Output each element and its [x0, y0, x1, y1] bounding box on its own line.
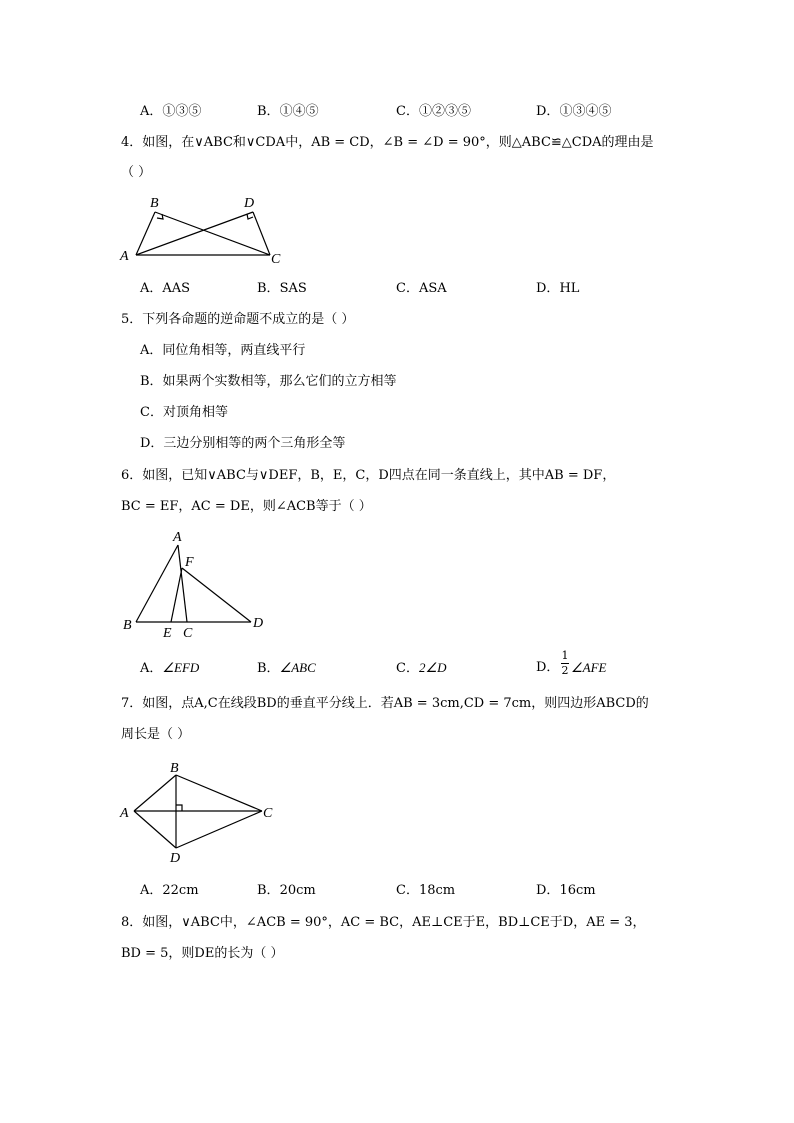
q7-segment-da	[134, 811, 176, 848]
q5-option-d: D．三边分别相等的两个三角形全等	[140, 436, 346, 451]
q5-option-b: B．如果两个实数相等，那么它们的立方相等	[140, 374, 397, 389]
q6-option-d: D．	[536, 660, 560, 675]
q4-option-c: C．ASA	[396, 281, 447, 296]
q7-option-d: D．16cm	[536, 883, 596, 898]
q6-label-f: F	[185, 555, 194, 570]
q6-label-a: A	[173, 530, 182, 545]
q5-stem: 5．下列各命题的逆命题不成立的是（ ）	[121, 312, 355, 327]
q5-option-a: A．同位角相等，两直线平行	[140, 343, 306, 358]
q6-option-d-text: ∠AFE	[571, 660, 607, 675]
q6-stem-line2: BC = EF，AC = DE，则∠ACB等于（ ）	[121, 499, 372, 514]
q4-option-d: D．HL	[536, 281, 580, 296]
q4-option-a: A．AAS	[140, 281, 191, 296]
q6-option-b: B．∠ABC	[257, 660, 316, 676]
q4-stem-line1: 4．如图，在∨ABC和∨CDA中，AB = CD，∠B = ∠D = 90°，则△ABC≌△CDA的理由是	[121, 135, 654, 150]
q7-segment-cd	[176, 811, 262, 848]
q7-segment-ab	[134, 775, 176, 811]
q6-label-e: E	[163, 626, 172, 641]
q6-label-c: C	[183, 626, 193, 641]
q4-label-b: B	[150, 196, 159, 211]
q7-label-d: D	[170, 851, 181, 866]
q6-option-c: C．2∠D	[396, 660, 447, 676]
q7-option-c: C．18cm	[396, 883, 456, 898]
q6-option-a: A．∠EFD	[140, 660, 200, 676]
q7-right-angle	[176, 805, 182, 811]
q7-option-a: A．22cm	[140, 883, 199, 898]
q3-option-a: A．①③⑤	[140, 104, 202, 119]
q3-option-b: B．①④⑤	[257, 104, 319, 119]
q4-label-a: A	[120, 249, 129, 264]
q7-label-c: C	[263, 806, 273, 821]
q7-option-b: B．20cm	[257, 883, 316, 898]
q8-stem-line1: 8．如图，∨ABC中，∠ACB = 90°，AC = BC，AE⊥CE于E，BD⊥CE于D，AE = 3，	[121, 915, 646, 930]
q6-stem-line1: 6．如图，已知∨ABC与∨DEF，B，E，C，D四点在同一条直线上，其中AB = DF，	[121, 468, 616, 483]
q4-stem-line2: （ ）	[121, 165, 152, 180]
q4-option-b: B．SAS	[257, 281, 307, 296]
q3-option-d: D．①③④⑤	[536, 104, 612, 119]
q6-label-b: B	[123, 618, 132, 633]
q7-label-b: B	[170, 761, 179, 776]
q6-option-d-frac-num: 1	[561, 649, 569, 662]
q3-option-c: C．①②③⑤	[396, 104, 471, 119]
q6-option-d-frac-den: 2	[561, 664, 569, 677]
q7-segment-bc	[176, 775, 262, 811]
q6-label-d: D	[253, 616, 264, 631]
q7-label-a: A	[120, 806, 129, 821]
q8-stem-line2: BD = 5，则DE的长为（ ）	[121, 946, 284, 961]
q7-stem-line1: 7．如图，点A,C在线段BD的垂直平分线上．若AB = 3cm,CD = 7cm，则四边形ABCD的	[121, 696, 649, 711]
q7-stem-line2: 周长是（ ）	[121, 727, 191, 742]
q4-label-d: D	[244, 196, 255, 211]
q5-option-c: C．对顶角相等	[140, 405, 228, 420]
q4-label-c: C	[271, 252, 281, 267]
